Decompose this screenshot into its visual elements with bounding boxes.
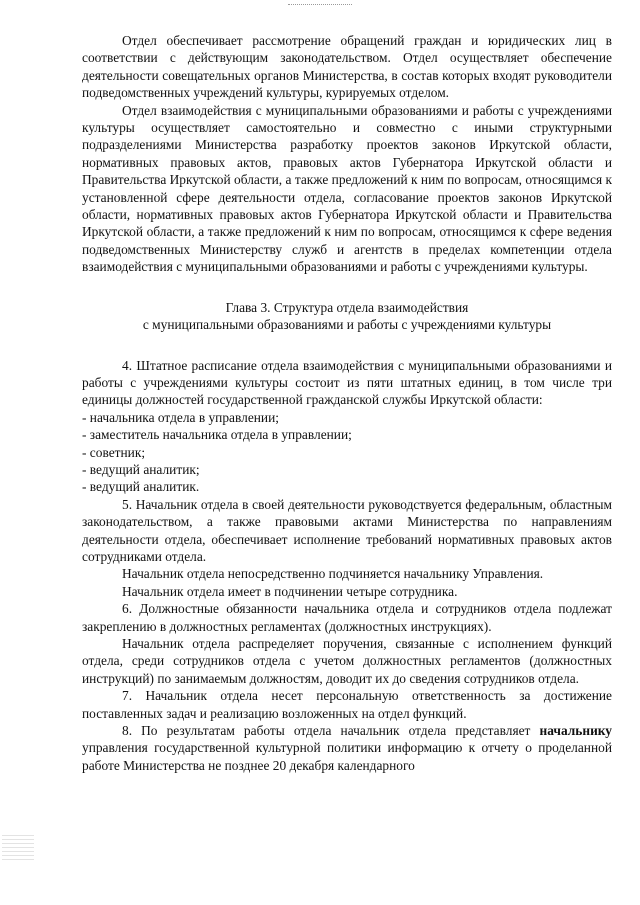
scan-edge-smudge [2, 832, 34, 860]
list-item: - ведущий аналитик; [82, 461, 200, 477]
chapter-heading-line-1: Глава 3. Структура отдела взаимодействия [225, 299, 469, 315]
list-item: - заместитель начальника отдела в управлении; [82, 427, 352, 443]
chapter-heading-line-2: с муниципальными образованиями и работы с учреждениями культуры [142, 317, 552, 333]
document-body [82, 32, 612, 774]
reporting-text-rest: управления государственной культурной политики информацию к отчету о проделанной работе Министерства не позднее 20 декабря календарного [82, 740, 612, 773]
paragraph-subordination: Начальник отдела непосредственно подчиняется начальнику Управления. [122, 566, 544, 582]
positions-list [82, 409, 612, 496]
paragraph-appeals: Отдел обеспечивает рассмотрение обращений граждан и юридических лиц в соответствии с действующим законодательством. Отдел осуществляет обеспечение деятельности совещательных органов Министерства, в состав которых входят руководители подведомственных учреждений культуры, курируемых отделом. [82, 33, 612, 101]
list-item: - ведущий аналитик. [82, 479, 200, 495]
paragraph-assignments: Начальник отдела распределяет поручения, связанные с исполнением функций отдела, среди сотрудников отдела с учетом должностных регламентов (должностных инструкций) по занимаемым должностям, доводит их до сведения сотрудников отдела. [82, 636, 612, 686]
paragraph-staff-count: Начальник отдела имеет в подчинении четыре сотрудника. [122, 583, 458, 599]
paragraph-reporting [82, 722, 612, 774]
paragraph-department-drafting: Отдел взаимодействия с муниципальными образованиями и работы с учреждениями культуры осуществляет самостоятельно и совместно с иными структурными подразделениями Министерства разработку проектов законов Иркутской области, нормативных правовых актов, правовых актов Губернатора Иркутской области и Правительства Иркутской области, а также предложений к ним по вопросам, относящимся к установленной сфере деятельности отдела, согласование проектов законов Иркутской области, нормативных правовых актов Губернатора Иркутской области и Правительства Иркутской области, а также предложений к ним по вопросам, относящимся к сфере ведения подведомственных Министерству служб и агентств в пределах компетенции отдела взаимодействия с муниципальными образованиями и работы с учреждениями культуры. [82, 102, 612, 275]
scan-artifact [288, 4, 352, 7]
paragraph-head-guidance: 5. Начальник отдела в своей деятельности руководствуется федеральным, областным законодательством, а также правовыми актами Министерства по направлениям деятельности отдела, обеспечивает исполнение требований нормативных правовых актов сотрудниками отдела. [82, 496, 612, 564]
list-item: - начальника отдела в управлении; [82, 409, 279, 425]
chapter-heading [82, 299, 612, 334]
list-item: - советник; [82, 444, 146, 460]
reporting-text-bold: начальнику [539, 723, 612, 739]
paragraph-responsibility: 7. Начальник отдела несет персональную ответственность за достижение поставленных задач и реализацию возложенных на отдел функций. [82, 688, 612, 721]
paragraph-staffing: 4. Штатное расписание отдела взаимодействия с муниципальными образованиями и работы с учреждениями культуры состоит из пяти штатных единиц, в том числе три единицы должностей государственной гражданской службы Иркутской области: [82, 357, 612, 408]
paragraph-duties: 6. Должностные обязанности начальника отдела и сотрудников отдела подлежат закреплению в должностных регламентах (должностных инструкциях). [82, 601, 612, 634]
reporting-text-start: 8. По результатам работы отдела начальник отдела представляет [122, 723, 540, 739]
